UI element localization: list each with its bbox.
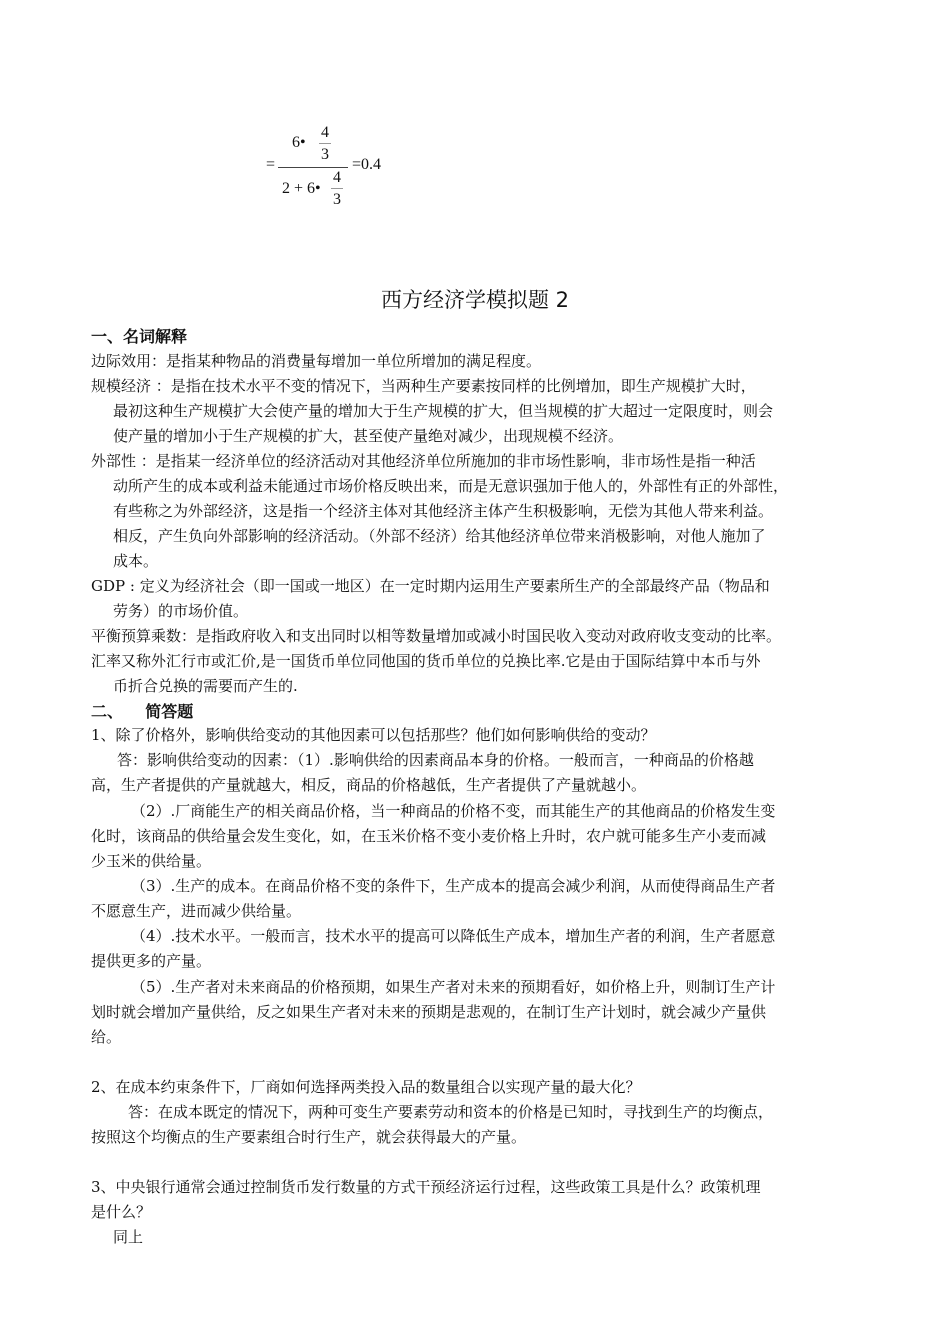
answer-1-line: 答：影响供给变动的因素：（1）.影响供给的因素商品本身的价格。一般而言，一种商品的价格越 bbox=[117, 751, 754, 769]
answer-3: 同上 bbox=[113, 1228, 144, 1246]
text-line: 劳务）的市场价值。 bbox=[113, 602, 249, 620]
page-title: 西方经济学模拟题 2 bbox=[380, 288, 570, 312]
question-1: 1、除了价格外，影响供给变动的其他因素可以包括那些？他们如何影响供给的变动？ bbox=[91, 726, 656, 744]
formula-numerator-frac-num: 4 bbox=[321, 124, 329, 141]
answer-1-line: 化时，该商品的供给量会发生变化，如，在玉米价格不变小麦价格上升时，农户就可能多生产小麦而减 bbox=[91, 827, 767, 845]
formula-numerator-frac-den: 3 bbox=[321, 146, 329, 163]
answer-1-line: 不愿意生产，进而减少供给量。 bbox=[91, 902, 302, 920]
formula-denominator-text: 2 + 6• bbox=[282, 180, 321, 197]
formula-main-bar bbox=[278, 167, 348, 168]
formula-numerator-frac-bar bbox=[319, 143, 331, 144]
answer-1-line: 少玉米的供给量。 bbox=[91, 852, 212, 870]
answer-1-line: （4）.技术水平。一般而言，技术水平的提高可以降低生产成本，增加生产者的利润，生产者愿意 bbox=[131, 927, 776, 945]
section1-heading: 一、名词解释 bbox=[91, 327, 188, 346]
formula-equals: = bbox=[266, 156, 276, 173]
answer-1-line: （5）.生产者对未来商品的价格预期，如果生产者对未来的预期看好，如价格上升，则制订生产计 bbox=[131, 978, 776, 996]
answer-1-line: 划时就会增加产量供给，反之如果生产者对未来的预期是悲观的，在制订生产计划时，就会减少产量供 bbox=[91, 1003, 767, 1021]
answer-1-line: 高，生产者提供的产量就越大，相反，商品的价格越低，生产者提供了产量就越小。 bbox=[91, 776, 647, 794]
term-gdp: GDP : 定义为经济社会（即一国或一地区）在一定时期内运用生产要素所生产的全部最终产品（物品和 bbox=[91, 577, 770, 595]
text-line: 币折合兑换的需要而产生的. bbox=[113, 677, 298, 695]
text-line: 相反，产生负向外部影响的经济活动。（外部不经济）给其他经济单位带来消极影响，对他人施加了 bbox=[113, 527, 766, 545]
text-line: 有些称之为外部经济，这是指一个经济主体对其他经济主体产生积极影响，无偿为其他人带来利益。 bbox=[113, 502, 774, 520]
answer-2-line: 按照这个均衡点的生产要素组合时行生产，就会获得最大的产量。 bbox=[91, 1128, 527, 1146]
question-3: 3、中央银行通常会通过控制货币发行数量的方式干预经济运行过程，这些政策工具是什么？政策机理 bbox=[91, 1178, 761, 1196]
answer-2-line: 答：在成本既定的情况下，两种可变生产要素劳动和资本的价格是已知时，寻找到生产的均衡点， bbox=[128, 1103, 774, 1121]
formula-numerator-coef: 6• bbox=[292, 134, 306, 151]
answer-1-line: （3）.生产的成本。在商品价格不变的条件下，生产成本的提高会减少利润，从而使得商品生产者 bbox=[131, 877, 776, 895]
formula-result: =0.4 bbox=[352, 156, 382, 173]
answer-1-line: 给。 bbox=[91, 1028, 122, 1046]
text-line: 成本。 bbox=[113, 552, 159, 570]
text-line: 使产量的增加小于生产规模的扩大，甚至使产量绝对减少，出现规模不经济。 bbox=[113, 427, 624, 445]
answer-1-line: 提供更多的产量。 bbox=[91, 952, 212, 970]
text-line: 最初这种生产规模扩大会使产量的增加大于生产规模的扩大，但当规模的扩大超过一定限度时，则会 bbox=[113, 402, 774, 420]
term-balanced-budget-multiplier: 平衡预算乘数：是指政府收入和支出同时以相等数量增加或减小时国民收入变动对政府收支变动的比率。 bbox=[91, 627, 782, 645]
section2-heading: 二、 简答题 bbox=[91, 702, 194, 721]
text-line: 动所产生的成本或利益未能通过市场价格反映出来，而是无意识强加于他人的，外部性有正的外部性， bbox=[113, 477, 789, 495]
term-externality: 外部性 ：是指某一经济单位的经济活动对其他经济单位所施加的非市场性影响，非市场性是指一种活 bbox=[91, 452, 756, 470]
formula-denominator-frac-bar bbox=[331, 188, 343, 189]
term-marginal-utility: 边际效用：是指某种物品的消费量每增加一单位所增加的满足程度。 bbox=[91, 352, 542, 370]
term-exchange-rate: 汇率又称外汇行市或汇价,是一国货币单位同他国的货币单位的兑换比率.它是由于国际结算中本币与外 bbox=[91, 652, 761, 670]
formula-denominator-frac-den: 3 bbox=[333, 191, 341, 208]
question-2: 2、在成本约束条件下，厂商如何选择两类投入品的数量组合以实现产量的最大化？ bbox=[91, 1078, 641, 1096]
answer-1-line: （2）.厂商能生产的相关商品价格，当一种商品的价格不变，而其能生产的其他商品的价格发生变 bbox=[131, 802, 776, 820]
formula-denominator-frac-num: 4 bbox=[333, 169, 341, 186]
term-economies-of-scale: 规模经济 ：是指在技术水平不变的情况下，当两种生产要素按同样的比例增加，即生产规模扩大时， bbox=[91, 377, 756, 395]
question-3-line: 是什么？ bbox=[91, 1203, 152, 1221]
formula bbox=[262, 122, 422, 222]
